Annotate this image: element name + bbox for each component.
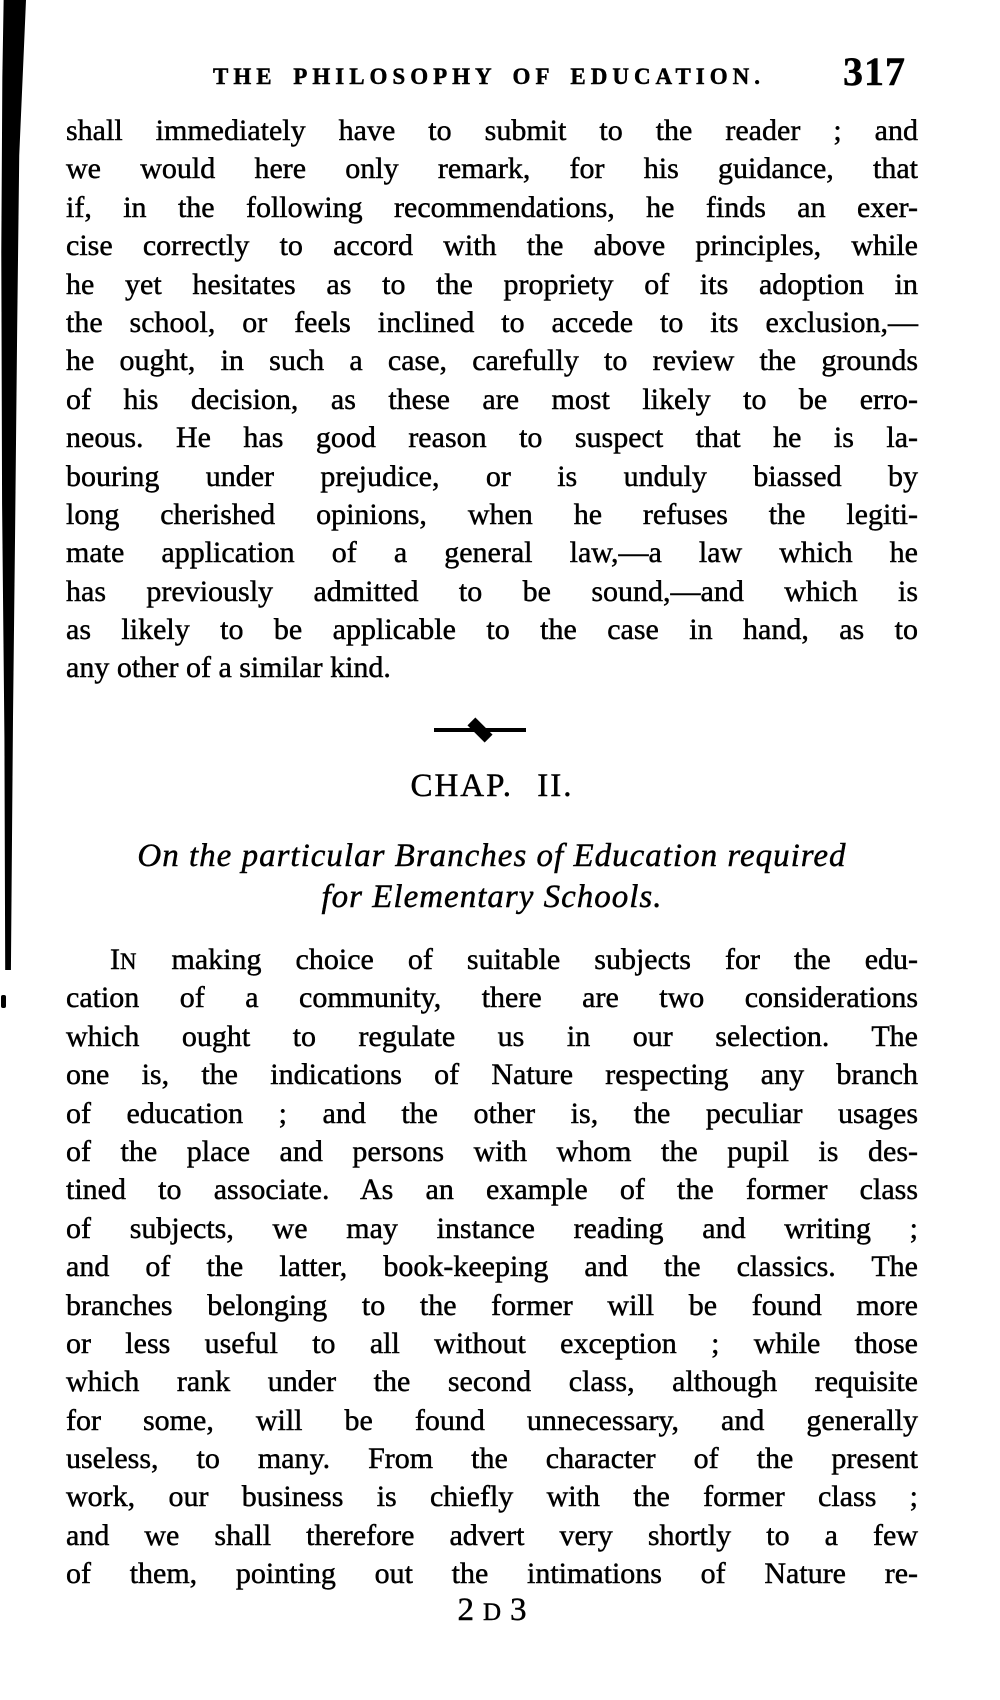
- text-line: shall immediately have to submit to the reader ; and: [66, 114, 918, 147]
- text-line: cise correctly to accord with the above principles, while: [66, 229, 918, 263]
- text-line: one is, the indications of Nature respecting any branch: [66, 1058, 918, 1092]
- text-line: bouring under prejudice, or is unduly biassed by: [66, 459, 918, 493]
- page-number: 317: [843, 49, 906, 94]
- text-line: neous. He has good reason to suspect that he is la-: [66, 421, 918, 455]
- signature-letter: D: [482, 1599, 502, 1626]
- text-line: cation of a community, there are two considerations: [66, 981, 918, 1015]
- text-line: has previously admitted to be sound,—and which is: [66, 574, 918, 608]
- text-line: mate application of a general law,—a law which he: [66, 536, 918, 570]
- text-line: branches belonging to the former will be found more: [66, 1288, 918, 1322]
- text-line: as likely to be applicable to the case in hand, as to: [66, 613, 918, 647]
- text-line: he ought, in such a case, carefully to review the grounds: [66, 344, 918, 378]
- text-line: of education ; and the other is, the peculiar usages: [66, 1096, 918, 1130]
- text-line: which ought to regulate us in our selection. The: [66, 1019, 918, 1053]
- signature-mark: [66, 1592, 918, 1629]
- chapter-subtitle: [40, 836, 944, 918]
- chapter-heading: CHAP. II.: [410, 768, 574, 804]
- scan-speck: [1, 995, 6, 1008]
- running-header: [66, 49, 912, 102]
- signature-num-right: 3: [510, 1592, 527, 1628]
- text-line: the school, or feels inclined to accede to its exclusion,—: [66, 305, 918, 339]
- text-line: he yet hesitates as to the propriety of its adoption in: [66, 267, 918, 301]
- text-line: which rank under the second class, although requisite: [66, 1365, 918, 1399]
- smallcaps-lead: IN: [110, 943, 138, 976]
- text-line: and we shall therefore advert very shortly to a few: [66, 1518, 918, 1552]
- text-line: work, our business is chiefly with the former class ;: [66, 1480, 918, 1514]
- text-line: of the place and persons with whom the pupil is des-: [66, 1134, 918, 1168]
- chapter-subtitle-line-1: On the particular Branches of Education required: [137, 838, 847, 874]
- gutter-shadow-artifact: [0, 0, 26, 970]
- book-title-header: THE PHILOSOPHY OF EDUCATION.: [212, 64, 766, 89]
- text-line: of subjects, we may instance reading and writing ;: [66, 1211, 918, 1245]
- text-line: and of the latter, book-keeping and the classics. The: [66, 1250, 918, 1284]
- text-line: of his decision, as these are most likely to be erro-: [66, 382, 918, 416]
- text-line: IN making choice of suitable subjects for the edu-: [110, 943, 918, 976]
- text-line: if, in the following recommendations, he finds an exer-: [66, 190, 918, 224]
- text-line: tined to associate. As an example of the former class: [66, 1173, 918, 1207]
- signature-num-left: 2: [457, 1592, 474, 1628]
- section-divider-ornament: [434, 720, 526, 740]
- text-line: or less useful to all without exception ; while those: [66, 1326, 918, 1360]
- ornament-diamond: [467, 717, 492, 742]
- text-line: any other of a similar kind.: [66, 651, 391, 685]
- body-paragraph-2: [66, 941, 918, 1594]
- ornament-rule-right: [485, 728, 526, 732]
- text-line: useless, to many. From the character of the present: [66, 1442, 918, 1476]
- chapter-subtitle-line-2: for Elementary Schools.: [321, 879, 663, 915]
- body-paragraph-1: [66, 112, 918, 688]
- text-line: long cherished opinions, when he refuses the legiti-: [66, 497, 918, 531]
- ornament-rule-left: [434, 728, 475, 732]
- text-line: for some, will be found unnecessary, and generally: [66, 1403, 918, 1437]
- text-line: we would here only remark, for his guidance, that: [66, 152, 918, 186]
- text-line: of them, pointing out the intimations of Nature re-: [66, 1557, 918, 1591]
